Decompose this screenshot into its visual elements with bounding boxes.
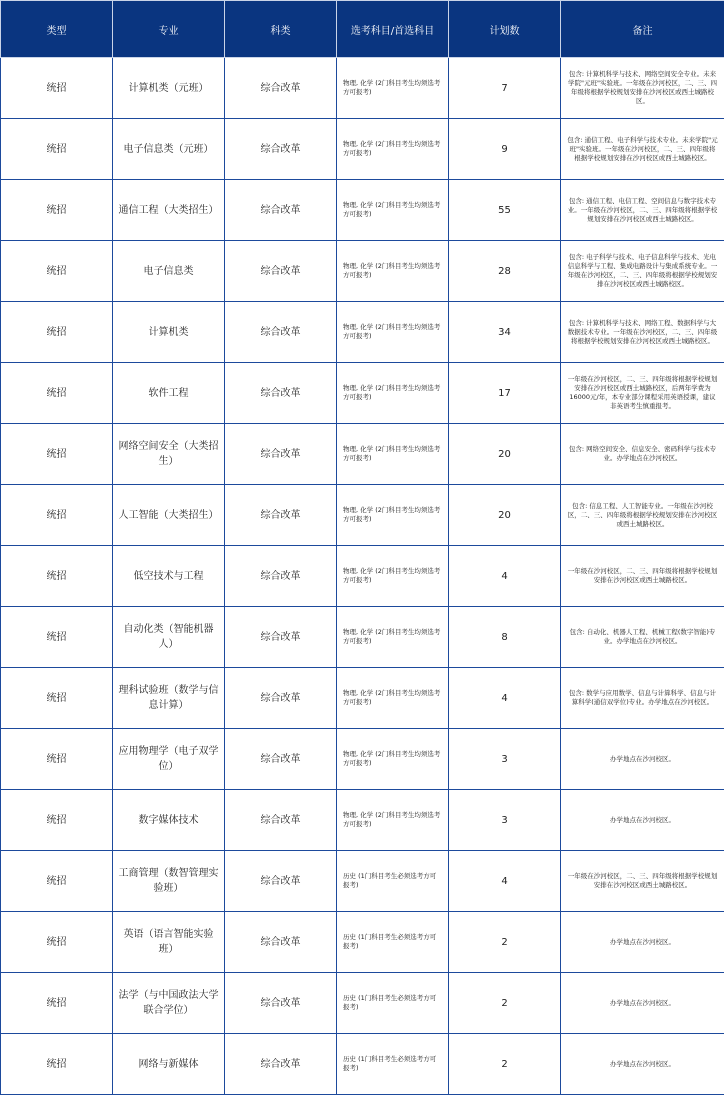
cell-plan-count: 3 (449, 729, 561, 790)
cell-plan-count: 4 (449, 546, 561, 607)
cell-category: 综合改革 (225, 119, 337, 180)
cell-plan-count: 7 (449, 58, 561, 119)
table-row (1, 302, 724, 363)
cell-category: 综合改革 (225, 546, 337, 607)
cell-plan-count: 3 (449, 790, 561, 851)
table-row (1, 912, 724, 973)
cell-plan-count: 2 (449, 912, 561, 973)
cell-subjects: 物理, 化学 (2门科目考生均须选考方可报考) (337, 363, 449, 424)
cell-plan-count: 20 (449, 485, 561, 546)
table-row (1, 424, 724, 485)
cell-subjects: 物理, 化学 (2门科目考生均须选考方可报考) (337, 424, 449, 485)
cell-notes: 包含: 通信工程、电子科学与技术专业。未来学院"元班"实验班。一年级在沙河校区，二、三、四年级将根据学校规划安排在沙河校区或西土城路校区。 (561, 119, 724, 180)
table-row (1, 729, 724, 790)
header-type: 类型 (1, 1, 113, 58)
cell-type: 统招 (1, 668, 113, 729)
cell-category: 综合改革 (225, 607, 337, 668)
cell-major: 人工智能（大类招生） (113, 485, 225, 546)
cell-plan-count: 17 (449, 363, 561, 424)
cell-category: 综合改革 (225, 1034, 337, 1095)
cell-type: 统招 (1, 546, 113, 607)
table-row (1, 180, 724, 241)
cell-subjects: 物理, 化学 (2门科目考生均须选考方可报考) (337, 180, 449, 241)
cell-subjects: 物理, 化学 (2门科目考生均须选考方可报考) (337, 241, 449, 302)
cell-major: 自动化类（智能机器人） (113, 607, 225, 668)
cell-major: 工商管理（数智管理实验班） (113, 851, 225, 912)
cell-major: 计算机类（元班） (113, 58, 225, 119)
cell-type: 统招 (1, 241, 113, 302)
cell-plan-count: 34 (449, 302, 561, 363)
cell-plan-count: 28 (449, 241, 561, 302)
cell-subjects: 物理, 化学 (2门科目考生均须选考方可报考) (337, 485, 449, 546)
cell-category: 综合改革 (225, 973, 337, 1034)
cell-major: 英语（语言智能实验班） (113, 912, 225, 973)
table-row (1, 668, 724, 729)
table-row (1, 363, 724, 424)
table-row (1, 546, 724, 607)
header-major: 专业 (113, 1, 225, 58)
table-row (1, 607, 724, 668)
table-row (1, 58, 724, 119)
cell-plan-count: 55 (449, 180, 561, 241)
cell-subjects: 历史 (1门科目考生必须选考方可报考) (337, 851, 449, 912)
cell-notes: 包含: 电子科学与技术、电子信息科学与技术、光电信息科学与工程、集成电路设计与集成系统专业。一年级在沙河校区，二、三、四年级将根据学校规划安排在沙河校区或西土城路校区。 (561, 241, 724, 302)
cell-type: 统招 (1, 1034, 113, 1095)
cell-subjects: 历史 (1门科目考生必须选考方可报考) (337, 1034, 449, 1095)
cell-plan-count: 8 (449, 607, 561, 668)
cell-subjects: 历史 (1门科目考生必须选考方可报考) (337, 973, 449, 1034)
cell-major: 通信工程（大类招生） (113, 180, 225, 241)
cell-type: 统招 (1, 729, 113, 790)
cell-notes: 包含: 数学与应用数学、信息与计算科学、信息与计算科学(通信双学位)专业。办学地点在沙河校区。 (561, 668, 724, 729)
header-category: 科类 (225, 1, 337, 58)
cell-notes: 办学地点在沙河校区。 (561, 1034, 724, 1095)
table-row (1, 790, 724, 851)
cell-type: 统招 (1, 851, 113, 912)
cell-notes: 一年级在沙河校区，二、三、四年级将根据学校规划安排在沙河校区或西土城路校区。 (561, 851, 724, 912)
cell-notes: 一年级在沙河校区，二、三、四年级将根据学校规划安排在沙河校区或西土城路校区。 (561, 546, 724, 607)
cell-subjects: 物理, 化学 (2门科目考生均须选考方可报考) (337, 119, 449, 180)
cell-category: 综合改革 (225, 851, 337, 912)
cell-subjects: 物理, 化学 (2门科目考生均须选考方可报考) (337, 668, 449, 729)
cell-type: 统招 (1, 973, 113, 1034)
cell-type: 统招 (1, 912, 113, 973)
cell-type: 统招 (1, 58, 113, 119)
cell-type: 统招 (1, 302, 113, 363)
cell-category: 综合改革 (225, 424, 337, 485)
cell-major: 网络与新媒体 (113, 1034, 225, 1095)
cell-notes: 办学地点在沙河校区。 (561, 973, 724, 1034)
header-row (1, 1, 724, 58)
cell-category: 综合改革 (225, 912, 337, 973)
table-row (1, 241, 724, 302)
cell-major: 计算机类 (113, 302, 225, 363)
cell-major: 数字媒体技术 (113, 790, 225, 851)
cell-category: 综合改革 (225, 58, 337, 119)
cell-notes: 办学地点在沙河校区。 (561, 912, 724, 973)
cell-type: 统招 (1, 424, 113, 485)
cell-notes: 包含: 通信工程、电信工程、空间信息与数字技术专业。一年级在沙河校区，二、三、四年级将根据学校规划安排在沙河校区或西土城路校区。 (561, 180, 724, 241)
cell-major: 理科试验班（数学与信息计算） (113, 668, 225, 729)
cell-plan-count: 20 (449, 424, 561, 485)
cell-category: 综合改革 (225, 668, 337, 729)
cell-notes: 包含: 计算机科学与技术、网络工程、数据科学与大数据技术专业。一年级在沙河校区，二、三、四年级将根据学校规划安排在沙河校区或西土城路校区。 (561, 302, 724, 363)
cell-type: 统招 (1, 790, 113, 851)
cell-subjects: 物理, 化学 (2门科目考生均须选考方可报考) (337, 729, 449, 790)
cell-plan-count: 2 (449, 1034, 561, 1095)
cell-type: 统招 (1, 119, 113, 180)
cell-major: 应用物理学（电子双学位） (113, 729, 225, 790)
cell-category: 综合改革 (225, 790, 337, 851)
cell-subjects: 物理, 化学 (2门科目考生均须选考方可报考) (337, 546, 449, 607)
cell-notes: 办学地点在沙河校区。 (561, 729, 724, 790)
cell-subjects: 物理, 化学 (2门科目考生均须选考方可报考) (337, 607, 449, 668)
cell-category: 综合改革 (225, 180, 337, 241)
cell-notes: 办学地点在沙河校区。 (561, 790, 724, 851)
cell-type: 统招 (1, 363, 113, 424)
header-notes: 备注 (561, 1, 724, 58)
cell-notes: 包含: 自动化、机器人工程、机械工程(数字智能)专业。办学地点在沙河校区。 (561, 607, 724, 668)
cell-major: 电子信息类（元班） (113, 119, 225, 180)
cell-notes: 包含: 网络空间安全、信息安全、密码科学与技术专业。办学地点在沙河校区。 (561, 424, 724, 485)
cell-plan-count: 9 (449, 119, 561, 180)
cell-category: 综合改革 (225, 485, 337, 546)
cell-category: 综合改革 (225, 363, 337, 424)
cell-major: 低空技术与工程 (113, 546, 225, 607)
cell-notes: 包含: 信息工程、人工智能专业。一年级在沙河校区，二、三、四年级将根据学校规划安排在沙河校区或西土城路校区。 (561, 485, 724, 546)
cell-category: 综合改革 (225, 729, 337, 790)
cell-major: 软件工程 (113, 363, 225, 424)
cell-plan-count: 4 (449, 668, 561, 729)
cell-type: 统招 (1, 485, 113, 546)
cell-subjects: 历史 (1门科目考生必须选考方可报考) (337, 912, 449, 973)
cell-major: 网络空间安全（大类招生） (113, 424, 225, 485)
table-row (1, 119, 724, 180)
cell-notes: 包含: 计算机科学与技术、网络空间安全专业。未来学院"元班"实验班。一年级在沙河校区，二、三、四年级将根据学校规划安排在沙河校区或西土城路校区。 (561, 58, 724, 119)
cell-subjects: 物理, 化学 (2门科目考生均须选考方可报考) (337, 58, 449, 119)
header-plan-count: 计划数 (449, 1, 561, 58)
cell-plan-count: 4 (449, 851, 561, 912)
table-row (1, 485, 724, 546)
table-row (1, 851, 724, 912)
table-row (1, 1034, 724, 1095)
cell-notes: 一年级在沙河校区，二、三、四年级将根据学校规划安排在沙河校区或西土城路校区，后两年学费为16000元/年，本专业部分课程采用英语授课，建议非英语考生慎重报考。 (561, 363, 724, 424)
cell-subjects: 物理, 化学 (2门科目考生均须选考方可报考) (337, 302, 449, 363)
table-body (1, 58, 724, 1095)
cell-category: 综合改革 (225, 241, 337, 302)
header-subjects: 选考科目/首选科目 (337, 1, 449, 58)
cell-type: 统招 (1, 607, 113, 668)
cell-type: 统招 (1, 180, 113, 241)
cell-major: 电子信息类 (113, 241, 225, 302)
cell-major: 法学（与中国政法大学联合学位） (113, 973, 225, 1034)
table-header (1, 1, 724, 58)
cell-plan-count: 2 (449, 973, 561, 1034)
cell-subjects: 物理, 化学 (2门科目考生均须选考方可报考) (337, 790, 449, 851)
cell-category: 综合改革 (225, 302, 337, 363)
table-row (1, 973, 724, 1034)
